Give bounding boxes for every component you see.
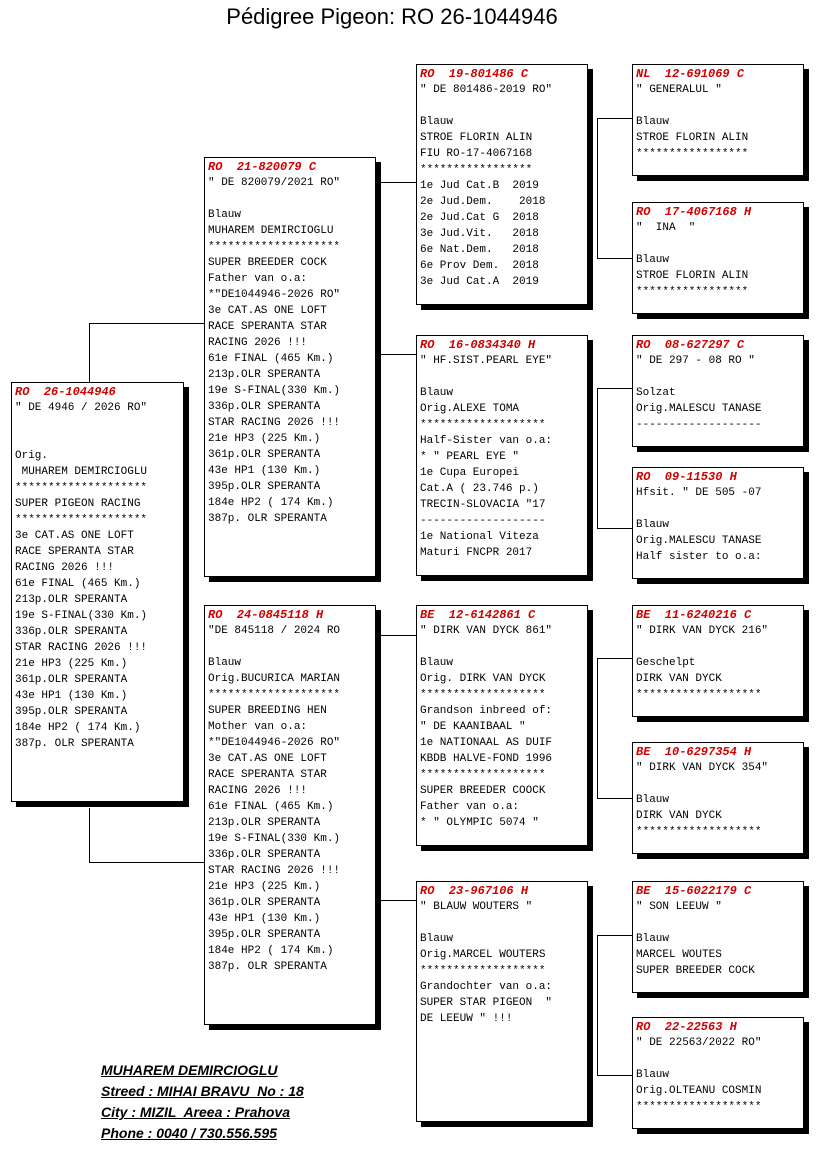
pedigree-line: 19e S-FINAL(330 Km.) (15, 610, 148, 622)
connector-line (89, 323, 204, 324)
pedigree-line: Orig.MARCEL WOUTERS (420, 949, 546, 961)
pedigree-line: 213p.OLR SPERANTA (208, 817, 321, 829)
pedigree-line: 361p.OLR SPERANTA (15, 674, 128, 686)
pedigree-line: 1e NATIONAAL AS DUIF (420, 737, 553, 749)
pedigree-line: Cat.A ( 23.746 p.) (420, 483, 539, 495)
pedigree-line: Orig.MALESCU TANASE (636, 403, 762, 415)
connector-line (597, 528, 632, 529)
pedigree-line: SUPER BREEDER COCK (636, 965, 755, 977)
connector-line (597, 388, 632, 389)
pedigree-line: 361p.OLR SPERANTA (208, 449, 321, 461)
pedigree-line: SUPER BREEDER COCK (208, 257, 327, 269)
pedigree-line: 3e Jud Cat.A 2019 (420, 276, 539, 288)
connector-line (378, 182, 379, 354)
pedigree-line: 184e HP2 ( 174 Km.) (208, 497, 334, 509)
pedigree-line (636, 639, 800, 655)
connector-line (597, 798, 632, 799)
ring-number: RO 26-1044946 (15, 385, 116, 399)
pedigree-line: SUPER PIGEON RACING (15, 498, 141, 510)
pedigree-line (420, 639, 584, 655)
pedigree-line: 387p. OLR SPERANTA (15, 738, 134, 750)
sire-card[interactable] (204, 157, 376, 577)
pedigree-line: ***************** (636, 286, 749, 298)
page-title: Pédigree Pigeon: RO 26-1044946 (226, 4, 558, 29)
connector-line (89, 808, 90, 863)
pedigree-line: * " PEARL EYE " (420, 451, 520, 463)
pedigree-line: Grandochter van o.a: (420, 981, 553, 993)
connector-line (89, 323, 90, 382)
connector-line (378, 635, 379, 901)
pedigree-line: 43e HP1 (130 Km.) (15, 690, 128, 702)
pedigree-line: 21e HP3 (225 Km.) (208, 881, 321, 893)
pedigree-line: " DE KAANIBAAL " (420, 721, 526, 733)
pedigree-line: ******************** (208, 689, 341, 701)
ring-number: RO 17-4067168 H (636, 205, 752, 219)
pedigree-line: Half sister to o.a: (636, 551, 762, 563)
pedigree-line: ------------------- (420, 515, 546, 527)
pedigree-line: RACING 2026 !!! (15, 562, 115, 574)
pedigree-line: FIU RO-17-4067168 (420, 148, 533, 160)
pedigree-line: KBDB HALVE-FOND 1996 (420, 753, 553, 765)
pedigree-line: 1e National Viteza (420, 531, 539, 543)
ring-number: RO 23-967106 H (420, 884, 529, 898)
pedigree-line: 61e FINAL (465 Km.) (15, 578, 141, 590)
pedigree-line (636, 1051, 800, 1067)
pedigree-line: Orig. (15, 450, 49, 462)
pedigree-line: " GENERALUL " (636, 84, 722, 96)
pedigree-line: Orig.MALESCU TANASE (636, 535, 762, 547)
pedigree-line: Solzat (636, 387, 676, 399)
pedigree-line: 19e S-FINAL(330 Km.) (208, 385, 341, 397)
pedigree-line: * " OLYMPIC 5074 " (420, 817, 539, 829)
pedigree-line: DIRK VAN DYCK (636, 673, 722, 685)
pedigree-line: 6e Prov Dem. 2018 (420, 260, 539, 272)
ring-number: BE 10-6297354 H (636, 745, 752, 759)
pedigree-line (420, 369, 584, 385)
pedigree-line: 184e HP2 ( 174 Km.) (15, 722, 141, 734)
pedigree-line: DIRK VAN DYCK (636, 810, 722, 822)
sire-sire-dam-card[interactable] (632, 202, 804, 314)
pedigree-line: 21e HP3 (225 Km.) (208, 433, 321, 445)
pedigree-line: Orig.OLTEANU COSMIN (636, 1085, 762, 1097)
pedigree-line: ------------------- (636, 419, 762, 431)
pedigree-line: 43e HP1 (130 Km.) (208, 913, 321, 925)
connector-line (597, 388, 598, 528)
ring-number: BE 11-6240216 C (636, 608, 752, 622)
pedigree-line: " DE 801486-2019 RO" (420, 84, 553, 96)
pedigree-line: Blauw (208, 657, 242, 669)
pedigree-line (636, 98, 800, 114)
owner-city: City : MIZIL Areea : Prahova (101, 1104, 291, 1120)
pedigree-line: " DE 22563/2022 RO" (636, 1037, 762, 1049)
pedigree-line: " DE 297 - 08 RO " (636, 355, 755, 367)
pedigree-line: 2e Jud.Cat G 2018 (420, 212, 539, 224)
pedigree-line: 43e HP1 (130 Km.) (208, 465, 321, 477)
pedigree-line: 61e FINAL (465 Km.) (208, 353, 334, 365)
pedigree-line: ******************** (15, 514, 148, 526)
pedigree-line: Father van o.a: (208, 273, 308, 285)
dam-dam-card[interactable] (416, 881, 588, 1122)
pedigree-line: " DE 4946 / 2026 RO" (15, 402, 148, 414)
ring-number: RO 22-22563 H (636, 1020, 737, 1034)
pedigree-line: Maturi FNCPR 2017 (420, 547, 533, 559)
pedigree-line: STAR RACING 2026 !!! (208, 417, 341, 429)
pedigree-line: " DIRK VAN DYCK 354" (636, 762, 769, 774)
connector-line (597, 118, 598, 258)
pedigree-line: 387p. OLR SPERANTA (208, 513, 327, 525)
pedigree-line: 336p.OLR SPERANTA (208, 849, 321, 861)
pedigree-line: DE LEEUW " !!! (420, 1013, 513, 1025)
connector-line (597, 1075, 632, 1076)
sire-sire-card[interactable] (416, 64, 588, 305)
connector-line (378, 900, 416, 901)
ring-number: RO 08-627297 C (636, 338, 745, 352)
pedigree-line: *"DE1044946-2026 RO" (208, 289, 341, 301)
pedigree-line: 6e Nat.Dem. 2018 (420, 244, 539, 256)
ring-number: RO 09-11530 H (636, 470, 737, 484)
pedigree-line: STROE FLORIN ALIN (636, 270, 749, 282)
pedigree-line (420, 98, 584, 114)
ring-number: RO 19-801486 C (420, 67, 529, 81)
pedigree-line (636, 501, 800, 517)
pedigree-line (636, 915, 800, 931)
pedigree-line: Blauw (420, 116, 454, 128)
pedigree-line: 61e FINAL (465 Km.) (208, 801, 334, 813)
dam-card[interactable] (204, 605, 376, 1025)
pedigree-line: ******************** (15, 482, 148, 494)
pedigree-line: *"DE1044946-2026 RO" (208, 737, 341, 749)
pedigree-line: 1e Cupa Europei (420, 467, 520, 479)
pedigree-line: Hfsit. " DE 505 -07 (636, 487, 762, 499)
pedigree-line: SUPER BREEDER COOCK (420, 785, 546, 797)
connector-line (378, 354, 416, 355)
pedigree-line: Blauw (636, 519, 670, 531)
pedigree-line: Blauw (636, 794, 670, 806)
pedigree-line: Blauw (636, 933, 670, 945)
pedigree-line: " SON LEEUW " (636, 901, 722, 913)
pedigree-line: Blauw (636, 1069, 670, 1081)
connector-line (597, 118, 632, 119)
pedigree-line: Blauw (420, 933, 454, 945)
pedigree-line: Blauw (636, 116, 670, 128)
pedigree-line (208, 639, 372, 655)
pedigree-line: " DIRK VAN DYCK 861" (420, 625, 553, 637)
connector-line (597, 258, 632, 259)
pedigree-line: STAR RACING 2026 !!! (208, 865, 341, 877)
pedigree-line (15, 432, 180, 448)
pedigree-line: " DIRK VAN DYCK 216" (636, 625, 769, 637)
pedigree-line (208, 191, 372, 207)
pedigree-line: ***************** (420, 164, 533, 176)
pedigree-line: RACING 2026 !!! (208, 785, 308, 797)
pedigree-line: 213p.OLR SPERANTA (15, 594, 128, 606)
pedigree-line: STAR RACING 2026 !!! (15, 642, 148, 654)
pedigree-line: Orig.BUCURICA MARIAN (208, 673, 341, 685)
pedigree-line: STROE FLORIN ALIN (636, 132, 749, 144)
pedigree-line (636, 776, 800, 792)
owner-name: MUHAREM DEMIRCIOGLU (101, 1062, 278, 1078)
pedigree-line: Half-Sister van o.a: (420, 435, 553, 447)
pedigree-line: ******************* (636, 689, 762, 701)
ring-number: BE 15-6022179 C (636, 884, 752, 898)
pedigree-line: "DE 845118 / 2024 RO (208, 625, 341, 637)
pedigree-line: RACE SPERANTA STAR (208, 321, 327, 333)
pedigree-line: 1e Jud Cat.B 2019 (420, 180, 539, 192)
pedigree-line: SUPER BREEDING HEN (208, 705, 327, 717)
pedigree-line: 395p.OLR SPERANTA (208, 929, 321, 941)
owner-street: Streed : MIHAI BRAVU No : 18 (101, 1083, 304, 1099)
pedigree-line: 387p. OLR SPERANTA (208, 961, 327, 973)
pedigree-line: 395p.OLR SPERANTA (15, 706, 128, 718)
pedigree-line (15, 416, 180, 432)
pedigree-line: Orig.ALEXE TOMA (420, 403, 520, 415)
pedigree-line: " DE 820079/2021 RO" (208, 177, 341, 189)
sire-dam-card[interactable] (416, 335, 588, 576)
pedigree-line: 336p.OLR SPERANTA (15, 626, 128, 638)
subject-pigeon-card[interactable] (11, 382, 184, 802)
pedigree-line: " HF.SIST.PEARL EYE" (420, 355, 553, 367)
pedigree-line: 336p.OLR SPERANTA (208, 401, 321, 413)
owner-info (101, 1060, 304, 1144)
pedigree-line: 184e HP2 ( 174 Km.) (208, 945, 334, 957)
connector-line (597, 658, 632, 659)
dam-dam-dam-card[interactable] (632, 1017, 804, 1129)
connector-line (378, 635, 416, 636)
pedigree-line: Geschelpt (636, 657, 696, 669)
dam-sire-dam-card[interactable] (632, 742, 804, 854)
dam-sire-sire-card[interactable] (632, 605, 804, 717)
pedigree-line: Father van o.a: (420, 801, 520, 813)
pedigree-line: ******************* (420, 965, 546, 977)
pedigree-line: MUHAREM DEMIRCIOGLU (15, 466, 148, 478)
sire-dam-sire-card[interactable] (632, 335, 804, 447)
sire-dam-dam-card[interactable] (632, 467, 804, 579)
dam-sire-card[interactable] (416, 605, 588, 846)
pedigree-line: Orig. DIRK VAN DYCK (420, 673, 546, 685)
pedigree-line: MARCEL WOUTES (636, 949, 722, 961)
connector-line (378, 182, 416, 183)
pedigree-line: 3e CAT.AS ONE LOFT (208, 753, 327, 765)
pedigree-line: Grandson inbreed of: (420, 705, 553, 717)
pedigree-line: ******************* (420, 689, 546, 701)
pedigree-line: SUPER STAR PIGEON " (420, 997, 553, 1009)
pedigree-line: Blauw (420, 387, 454, 399)
connector-line (89, 862, 204, 863)
dam-dam-sire-card[interactable] (632, 881, 804, 993)
pedigree-line: Blauw (208, 209, 242, 221)
sire-sire-sire-card[interactable] (632, 64, 804, 176)
pedigree-line: RACE SPERANTA STAR (208, 769, 327, 781)
pedigree-line: ***************** (636, 148, 749, 160)
pedigree-line: 2e Jud.Dem. 2018 (420, 196, 546, 208)
pedigree-line: ******************* (420, 419, 546, 431)
pedigree-line: Blauw (420, 657, 454, 669)
pedigree-line: 3e CAT.AS ONE LOFT (208, 305, 327, 317)
pedigree-line: ******************** (208, 241, 341, 253)
connector-line (597, 935, 632, 936)
pedigree-line: Blauw (636, 254, 670, 266)
pedigree-line: 21e HP3 (225 Km.) (15, 658, 128, 670)
connector-line (597, 658, 598, 798)
pedigree-line: MUHAREM DEMIRCIOGLU (208, 225, 334, 237)
pedigree-line: 3e CAT.AS ONE LOFT (15, 530, 134, 542)
connector-line (597, 935, 598, 1075)
pedigree-line (420, 915, 584, 931)
pedigree-line: RACING 2026 !!! (208, 337, 308, 349)
pedigree-line: STROE FLORIN ALIN (420, 132, 533, 144)
pedigree-line: ******************* (636, 1101, 762, 1113)
ring-number: RO 24-0845118 H (208, 608, 324, 622)
ring-number: RO 21-820079 C (208, 160, 317, 174)
pedigree-line (636, 236, 800, 252)
pedigree-line: Mother van o.a: (208, 721, 308, 733)
pedigree-line: ******************* (636, 826, 762, 838)
ring-number: RO 16-0834340 H (420, 338, 536, 352)
ring-number: BE 12-6142861 C (420, 608, 536, 622)
ring-number: NL 12-691069 C (636, 67, 745, 81)
pedigree-line: " INA " (636, 222, 696, 234)
pedigree-line: TRECIN-SLOVACIA "17 (420, 499, 546, 511)
pedigree-line: 19e S-FINAL(330 Km.) (208, 833, 341, 845)
pedigree-line: 213p.OLR SPERANTA (208, 369, 321, 381)
owner-phone: Phone : 0040 / 730.556.595 (101, 1125, 277, 1141)
pedigree-line: 395p.OLR SPERANTA (208, 481, 321, 493)
pedigree-line: ******************* (420, 769, 546, 781)
pedigree-line: 361p.OLR SPERANTA (208, 897, 321, 909)
pedigree-line: RACE SPERANTA STAR (15, 546, 134, 558)
pedigree-line (636, 369, 800, 385)
pedigree-line: " BLAUW WOUTERS " (420, 901, 533, 913)
pedigree-line: 3e Jud.Vit. 2018 (420, 228, 539, 240)
